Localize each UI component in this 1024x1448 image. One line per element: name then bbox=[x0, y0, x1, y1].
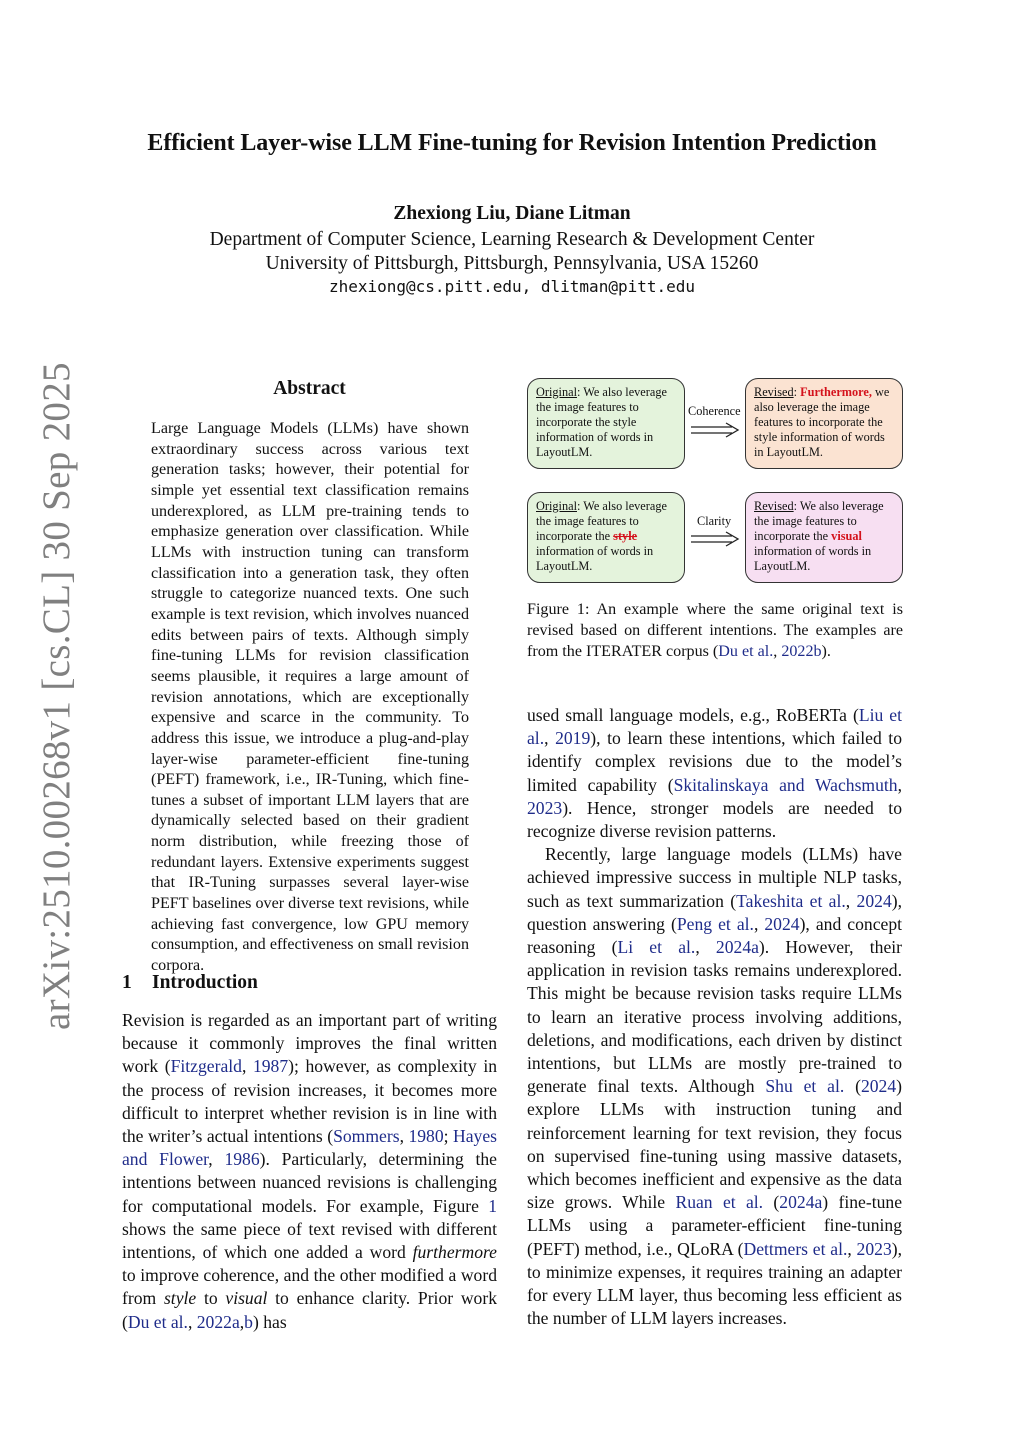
intro-paragraph-1: Revision is regarded as an important part of writing because it commonly improves the final written work (Fitzgerald, 1987); however, as complexity in the process of revision increases, it becomes more difficult to interpret whether revision is in line with the writer’s actual intentions (Sommers, 1980; Hayes and Flower, 1986). Particularly, determining the intentions between nuanced revisions is challenging for computational models. For example, Figure 1 shows the same piece of text revised with different intentions, of which one added a word furthermore to improve coherence, and the other modified a word from style to visual to enhance clarity. Prior work (Du et al., 2022a,b) has bbox=[122, 1010, 498, 1332]
citation-link[interactable]: Du et al. bbox=[718, 643, 774, 660]
abstract-heading: Abstract bbox=[273, 378, 346, 399]
right-column-text bbox=[527, 704, 902, 1330]
citation-link[interactable]: 2023 bbox=[856, 1238, 892, 1259]
arxiv-stamp: arXiv:2510.00268v1 [cs.CL] 30 Sep 2025 bbox=[35, 362, 78, 1030]
double-arrow-right-icon bbox=[690, 531, 740, 547]
emphasis-word: style bbox=[163, 1288, 197, 1309]
revised-text-box-coherence: Revised: Furthermore, we also leverage the image features to incorporate the style information of words in LayoutLM. bbox=[745, 378, 903, 469]
added-word: Furthermore, bbox=[800, 385, 872, 399]
citation-link[interactable]: Skitalinskaya and Wachsmuth bbox=[673, 774, 898, 795]
citation-link[interactable]: 2024 bbox=[764, 913, 800, 934]
citation-link[interactable]: Ruan et al. bbox=[675, 1192, 764, 1213]
figure-ref-link[interactable]: 1 bbox=[488, 1195, 497, 1216]
figure-1 bbox=[527, 378, 903, 588]
citation-link[interactable]: Shu et al. bbox=[765, 1076, 845, 1097]
citation-link[interactable]: 2024 bbox=[860, 1076, 897, 1097]
citation-link[interactable]: Dettmers et al. bbox=[743, 1238, 848, 1259]
citation-link[interactable]: 1980 bbox=[408, 1126, 444, 1147]
section-title: Introduction bbox=[152, 972, 258, 993]
figure-caption: Figure 1: An example where the same original text is revised based on different intentions. The examples are from the ITERATER corpus (Du et al., 2022b). bbox=[527, 601, 903, 660]
abstract-text: Large Language Models (LLMs) have shown extraordinary success across various text generation tasks; however, their potential for simple yet essential text classification remains underexplored, as LLM pre-training tends to emphasize generation over classification. While LLMs with instruction tuning can transform classification into a generation task, they often struggle to categorize nuanced texts. One such example is text revision, which involves nuanced edits between pairs of texts. Although simply fine-tuning LLMs for revision classification seems plausible, it requires a large amount of revision annotations, which are exceptionally expensive and scarce in the community. To address this issue, we introduce a plug-and-play layer-wise parameter-efficient fine-tuning (PEFT) framework, i.e., IR-Tuning, which fine-tunes a subset of important LLM layers that are dynamically selected based on their gradient norm distribution, while freezing those of redundant layers. Extensive experiments suggest that IR-Tuning surpasses several layer-wise PEFT baselines over diverse text revisions, while achieving fast convergence, low GPU memory consumption, and effectiveness on small revision corpora. bbox=[151, 420, 469, 975]
citation-link[interactable]: Peng et al. bbox=[676, 913, 754, 934]
citation-link[interactable]: 1987 bbox=[252, 1056, 289, 1077]
citation-link[interactable]: Sommers bbox=[333, 1126, 400, 1147]
intro-paragraph-2: used small language models, e.g., RoBERTa (Liu et al., 2019), to learn these intentions, which failed to identify complex revisions due to the model’s limited capability (Skitalinskaya and Wachsmuth, 2023). Hence, stronger models are needed to recognize diverse revision patterns. bbox=[527, 705, 902, 842]
intention-label-coherence: Coherence bbox=[688, 404, 741, 418]
citation-link[interactable]: 2019 bbox=[555, 728, 591, 749]
deleted-word: style bbox=[613, 529, 638, 543]
citation-link[interactable]: b bbox=[244, 1311, 253, 1332]
added-word: visual bbox=[831, 529, 862, 543]
original-text-box: Original: We also leverage the image features to incorporate the style information of words in LayoutLM. bbox=[527, 492, 685, 583]
affiliation-line-1: Department of Computer Science, Learning Research & Development Center bbox=[209, 229, 815, 250]
email-separator: , bbox=[521, 277, 541, 296]
email-1[interactable]: zhexiong@cs.pitt.edu bbox=[328, 277, 522, 296]
citation-link[interactable]: Takeshita et al. bbox=[736, 890, 846, 911]
double-arrow-right-icon bbox=[690, 422, 740, 438]
citation-link[interactable]: 2023 bbox=[527, 797, 563, 818]
intention-label-clarity: Clarity bbox=[697, 514, 732, 528]
citation-link[interactable]: 2022b bbox=[781, 643, 822, 660]
citation-link[interactable]: Hayes and Flower bbox=[122, 1126, 497, 1170]
section-number: 1 bbox=[122, 972, 132, 993]
email-2[interactable]: dlitman@pitt.edu bbox=[540, 277, 696, 296]
citation-link[interactable]: 2024a bbox=[715, 937, 759, 958]
revised-text-box-clarity: Revised: We also leverage the image features to incorporate the visual information of words in LayoutLM. bbox=[745, 492, 903, 583]
section-heading bbox=[122, 972, 258, 994]
citation-link[interactable]: 2024a bbox=[779, 1192, 823, 1213]
emphasis-word: furthermore bbox=[412, 1242, 497, 1263]
emphasis-word: visual bbox=[225, 1288, 268, 1309]
citation-link[interactable]: Fitzgerald bbox=[170, 1056, 242, 1077]
citation-link[interactable]: Du et al. bbox=[127, 1311, 188, 1332]
intro-paragraph-3: Recently, large language models (LLMs) have achieved impressive success in multiple NLP tasks, such as text summarization (Takeshita et al., 2024), question answering (Peng et al., 2024), and concept reasoning (Li et al., 2024a). However, their application in revision tasks remains underexplored. This might be because revision tasks require LLMs to learn an iterative process involving additions, deletions, and modifications, each driven by distinct intentions, but LLMs are mostly pre-trained to generate final texts. Although Shu et al. (2024) explore LLMs with instruction tuning and reinforcement learning for text revision, they focus on supervised fine-tuning using massive datasets, which becomes inefficient and expensive as the data size grows. While Ruan et al. (2024a) fine-tune LLMs using a parameter-efficient fine-tuning (PEFT) method, i.e., QLoRA (Dettmers et al., 2023), to minimize expenses, it requires training an adapter for every LLM layer, thus becoming less efficient as the number of LLM layers increases. bbox=[527, 844, 903, 1329]
citation-link[interactable]: 2024 bbox=[856, 890, 892, 911]
citation-link[interactable]: Li et al. bbox=[617, 937, 696, 958]
original-text-box: Original: We also leverage the image features to incorporate the style information of words in LayoutLM. bbox=[527, 378, 685, 469]
citation-link[interactable]: 2022a bbox=[196, 1311, 240, 1332]
author-emails bbox=[0, 277, 1024, 296]
citation-link[interactable]: 1986 bbox=[224, 1149, 260, 1170]
paper-authors: Zhexiong Liu, Diane Litman bbox=[393, 203, 631, 224]
affiliation-line-2: University of Pittsburgh, Pittsburgh, Pennsylvania, USA 15260 bbox=[265, 253, 759, 274]
citation-link[interactable]: Liu et al. bbox=[527, 705, 902, 749]
paper-title: Efficient Layer-wise LLM Fine-tuning for Revision Intention Prediction bbox=[147, 130, 877, 156]
